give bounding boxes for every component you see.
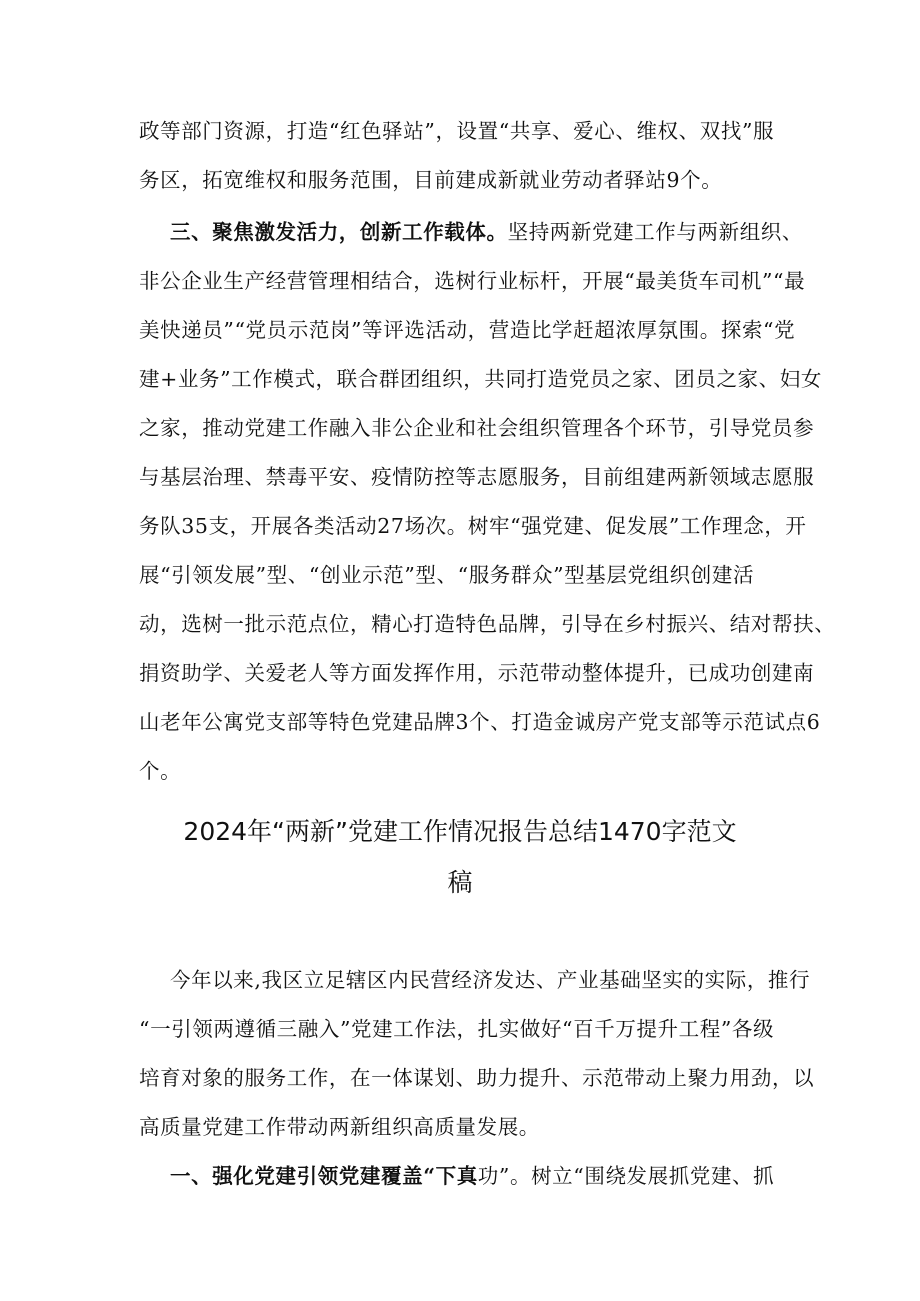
section1-heading: 一、强化党建引领党建覆盖“下真 xyxy=(170,1164,478,1188)
paragraph-line: 非公企业生产经营管理相结合，选树行业标杆，开展“最美货车司机”“最 xyxy=(139,269,806,293)
paragraph-line: 捐资助学、关爱老人等方面发挥作用，示范带动整体提升，已成功创建南 xyxy=(139,661,815,685)
paragraph-line: 动，选树一批示范点位，精心打造特色品牌，引导在乡村振兴、结对帮扶、 xyxy=(139,612,836,636)
document-title-line2: 稿 xyxy=(447,868,473,897)
paragraph-line: 政等部门资源，打造“红色驿站”，设置“共享、爱心、维权、双找”服 xyxy=(139,119,775,143)
paragraph-line: 与基层治理、禁毒平安、疫情防控等志愿服务，目前组建两新领域志愿服 xyxy=(139,465,815,489)
paragraph-line: 展“引领发展”型、“创业示范”型、“服务群众”型基层党组织创建活 xyxy=(139,563,755,587)
intro-first-line: 今年以来,我区立足辖区内民营经济发达、产业基础坚实的实际，推行 xyxy=(170,968,811,992)
section3-heading: 三、聚焦激发活力，创新工作载体。 xyxy=(170,220,508,244)
paragraph-line: 务区，拓宽维权和服务范围，目前建成新就业劳动者驿站9个。 xyxy=(139,168,723,192)
paragraph-line: 建+业务”工作模式，联合群团组织，共同打造党员之家、团员之家、妇女 xyxy=(139,367,822,391)
section3-first-line xyxy=(170,218,804,246)
section3-first-rest: 坚持两新党建工作与两新组织、 xyxy=(507,220,804,244)
paragraph-line: 务队35支，开展各类活动27场次。树牢“强党建、促发展”工作理念，开 xyxy=(139,514,807,538)
paragraph-line: “一引领两遵循三融入”党建工作法，扎实做好“百千万提升工程”各级 xyxy=(139,1017,775,1041)
section1-rest: 树立“围绕发展抓党建、抓 xyxy=(531,1164,775,1188)
paragraph-line: 山老年公寓党支部等特色党建品牌3个、打造金诚房产党支部等示范试点6 xyxy=(139,710,821,734)
paragraph-line: 美快递员”“党员示范岗”等评选活动，营造比学赶超浓厚氛围。探索“党 xyxy=(139,318,796,342)
paragraph-line: 之家，推动党建工作融入非公企业和社会组织管理各个环节，引导党员参 xyxy=(139,416,815,440)
paragraph-line: 个。 xyxy=(139,759,182,783)
paragraph-line: 高质量党建工作带动两新组织高质量发展。 xyxy=(139,1115,540,1139)
section1-first-line xyxy=(170,1162,800,1190)
section1-heading-tail: 功”。 xyxy=(477,1164,532,1188)
paragraph-line: 培育对象的服务工作，在一体谋划、助力提升、示范带动上聚力用劲，以 xyxy=(139,1066,815,1090)
document-title-line1: 2024年“两新”党建工作情况报告总结1470字范文 xyxy=(183,817,737,846)
